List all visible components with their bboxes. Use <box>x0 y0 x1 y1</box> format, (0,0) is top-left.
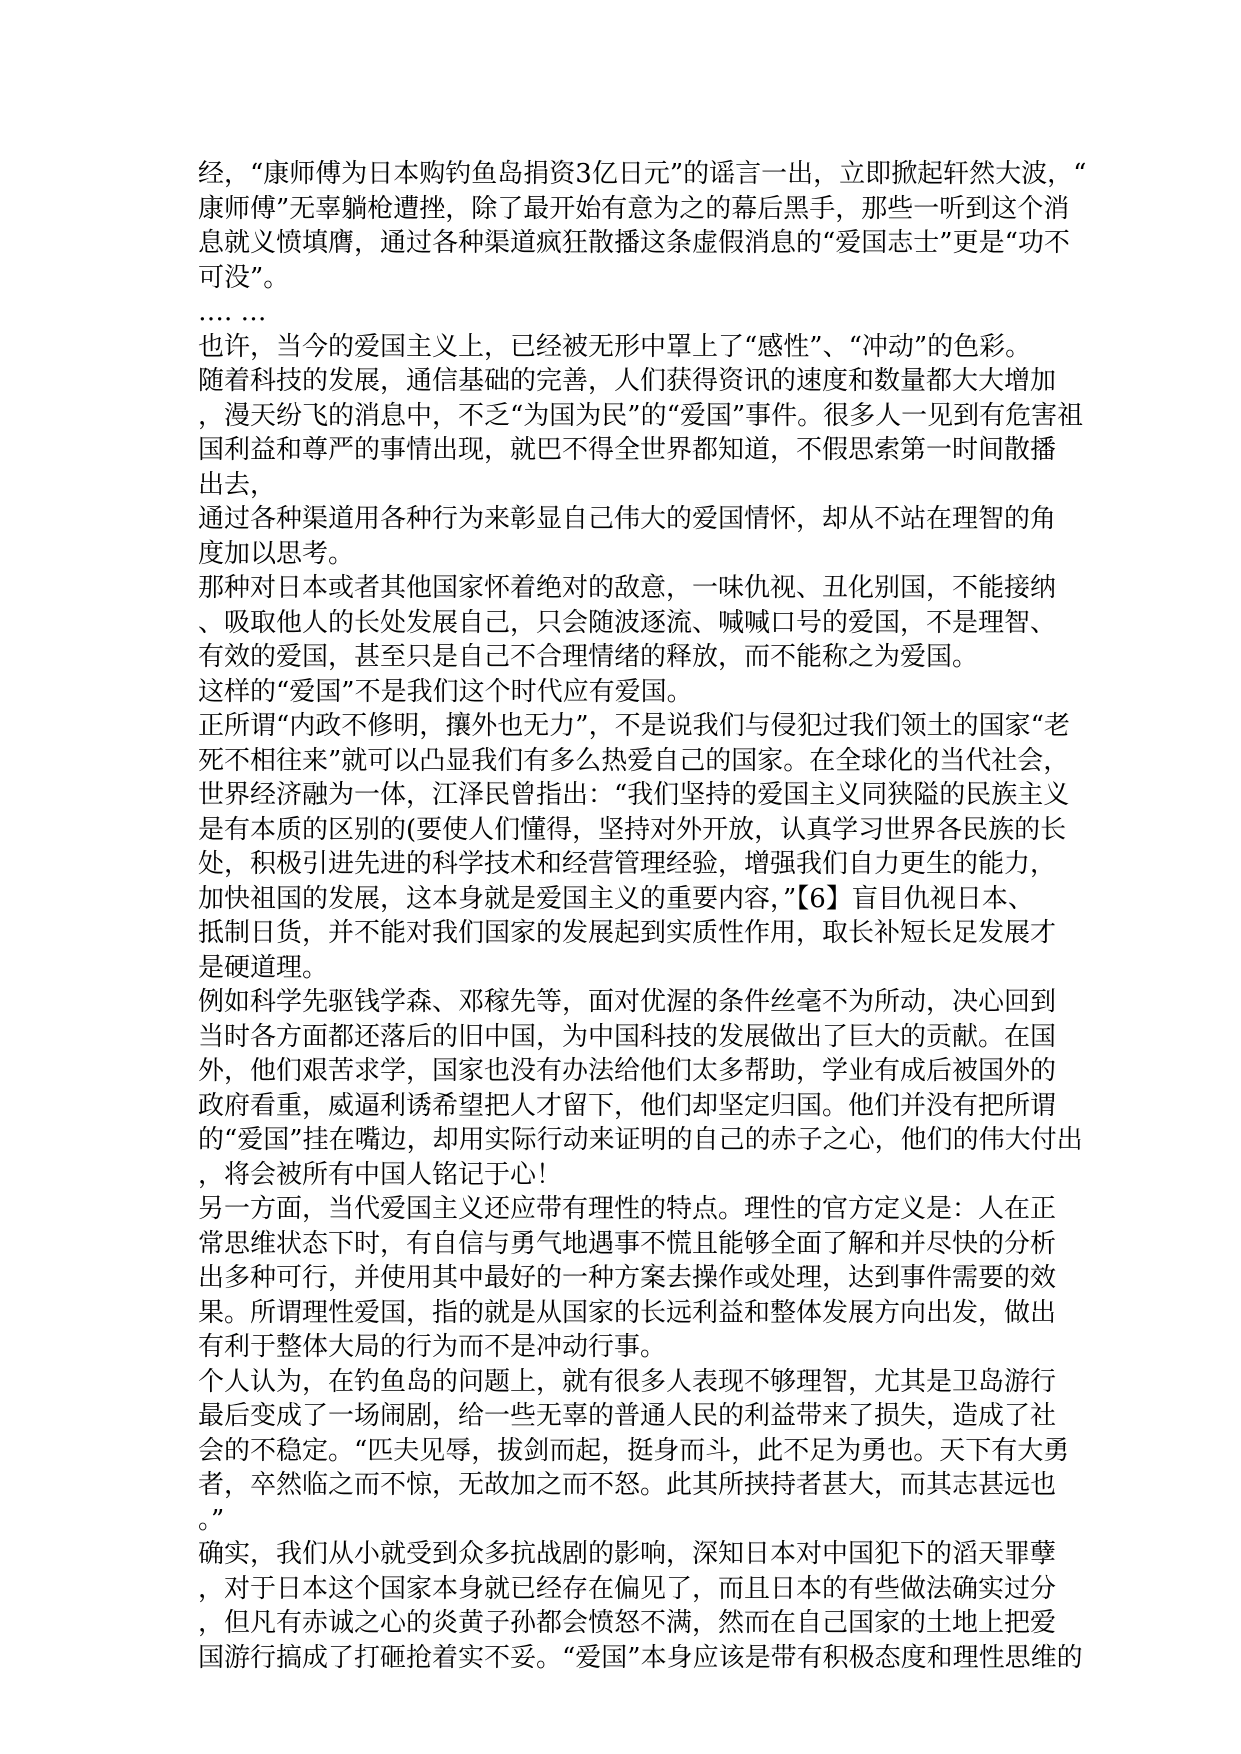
text-line: 正所谓“内政不修明，攘外也无力”，不是说我们与侵犯过我们领土的国家“老 <box>198 711 1070 741</box>
text-line: 通过各种渠道用各种行为来彰显自己伟大的爱国情怀，却从不站在理智的角 <box>198 504 1057 534</box>
text-line: 可没”。 <box>198 262 290 293</box>
document-page <box>198 157 1087 1675</box>
text-line: ，但凡有赤诚之心的炎黄子孙都会愤怒不满，然而在自己国家的土地上把爱 <box>198 1608 1057 1638</box>
text-line: ，漫天纷飞的消息中，不乏“为国为民”的“爱国”事件。很多人一见到有危害祖 <box>198 400 1084 431</box>
text-line: 康师傅”无辜躺枪遭挫，除了最开始有意为之的幕后黑手，那些一听到这个消 <box>198 193 1070 224</box>
text-line: 会的不稳定。“匹夫见辱，拔剑而起，挺身而斗，此不足为勇也。天下有大勇 <box>198 1435 1070 1466</box>
text-line: 经，“康师傅为日本购钓鱼岛捐资3亿日元”的谣言一出，立即掀起轩然大波，“ <box>198 159 1087 189</box>
text-line: 加快祖国的发展，这本身就是爱国主义的重要内容，”【6】盲目仇视日本、 <box>198 883 1034 914</box>
text-line: 另一方面，当代爱国主义还应带有理性的特点。理性的官方定义是：人在正 <box>198 1194 1057 1224</box>
text-line: 抵制日货，并不能对我们国家的发展起到实质性作用，取长补短长足发展才 <box>198 918 1057 948</box>
text-line: 常思维状态下时，有自信与勇气地遇事不慌且能够全面了解和并尽快的分析 <box>198 1228 1057 1259</box>
text-line: 这样的“爱国”不是我们这个时代应有爱国。 <box>198 676 693 707</box>
text-line: …. … <box>198 297 267 327</box>
text-line: 政府看重，威逼利诱希望把人才留下，他们却坚定归国。他们并没有把所谓 <box>198 1090 1057 1121</box>
text-line: 出去， <box>198 469 277 500</box>
text-line: 随着科技的发展，通信基础的完善，人们获得资讯的速度和数量都大大增加 <box>198 366 1057 396</box>
text-line: 果。所谓理性爱国，指的就是从国家的长远利益和整体发展方向出发，做出 <box>198 1297 1057 1328</box>
text-line: 当时各方面都还落后的旧中国，为中国科技的发展做出了巨大的贡献。在国 <box>198 1021 1057 1052</box>
text-line: 是硬道理。 <box>198 952 329 983</box>
text-line: 世界经济融为一体，江泽民曾指出：“我们坚持的爱国主义同狭隘的民族主义 <box>198 780 1070 810</box>
text-line: 也许，当今的爱国主义上，已经被无形中罩上了“感性”、“冲动”的色彩。 <box>198 331 1032 362</box>
text-line: 例如科学先驱钱学森、邓稼先等，面对优渥的条件丝毫不为所动，决心回到 <box>198 987 1057 1017</box>
text-line: 那种对日本或者其他国家怀着绝对的敌意，一味仇视、丑化别国，不能接纳 <box>198 573 1057 603</box>
text-line: 国游行搞成了打砸抢着实不妥。“爱国”本身应该是带有积极态度和理性思维的 <box>198 1642 1083 1673</box>
text-line: 处，积极引进先进的科学技术和经营管理经验，增强我们自力更生的能力， <box>198 849 1057 879</box>
text-line: 息就义愤填膺，通过各种渠道疯狂散播这条虚假消息的“爱国志士”更是“功不 <box>198 228 1070 258</box>
text-line: 个人认为，在钓鱼岛的问题上，就有很多人表现不够理智，尤其是卫岛游行 <box>198 1366 1057 1397</box>
text-line: 出多种可行，并使用其中最好的一种方案去操作或处理，达到事件需要的效 <box>198 1263 1057 1293</box>
text-line: 确实，我们从小就受到众多抗战剧的影响，深知日本对中国犯下的滔天罪孽 <box>198 1539 1057 1569</box>
text-line: 度加以思考。 <box>198 538 355 569</box>
text-line: 最后变成了一场闹剧，给一些无辜的普通人民的利益带来了损失，造成了社 <box>198 1401 1057 1431</box>
text-line: 的“爱国”挂在嘴边，却用实际行动来证明的自己的赤子之心，他们的伟大付出 <box>198 1125 1083 1155</box>
text-line: 有利于整体大局的行为而不是冲动行事。 <box>198 1332 667 1362</box>
text-line: 死不相往来”就可以凸显我们有多么热爱自己的国家。在全球化的当代社会， <box>198 745 1070 776</box>
text-line: 外，他们艰苦求学，国家也没有办法给他们太多帮助，学业有成后被国外的 <box>198 1056 1057 1086</box>
text-line: ，将会被所有中国人铭记于心！ <box>198 1159 563 1190</box>
text-line: 有效的爱国，甚至只是自己不合理情绪的释放，而不能称之为爱国。 <box>198 642 979 672</box>
text-line: ，对于日本这个国家本身就已经存在偏见了，而且日本的有些做法确实过分 <box>198 1573 1057 1604</box>
text-line: 、吸取他人的长处发展自己，只会随波逐流、喊喊口号的爱国，不是理智、 <box>198 607 1057 638</box>
text-line: 是有本质的区别的(要使人们懂得，坚持对外开放，认真学习世界各民族的长 <box>198 814 1067 845</box>
text-line: 。” <box>198 1504 225 1535</box>
text-line: 者，卒然临之而不惊，无故加之而不怒。此其所挟持者甚大，而其志甚远也 <box>198 1470 1057 1500</box>
text-line: 国利益和尊严的事情出现，就巴不得全世界都知道，不假思索第一时间散播 <box>198 435 1057 465</box>
